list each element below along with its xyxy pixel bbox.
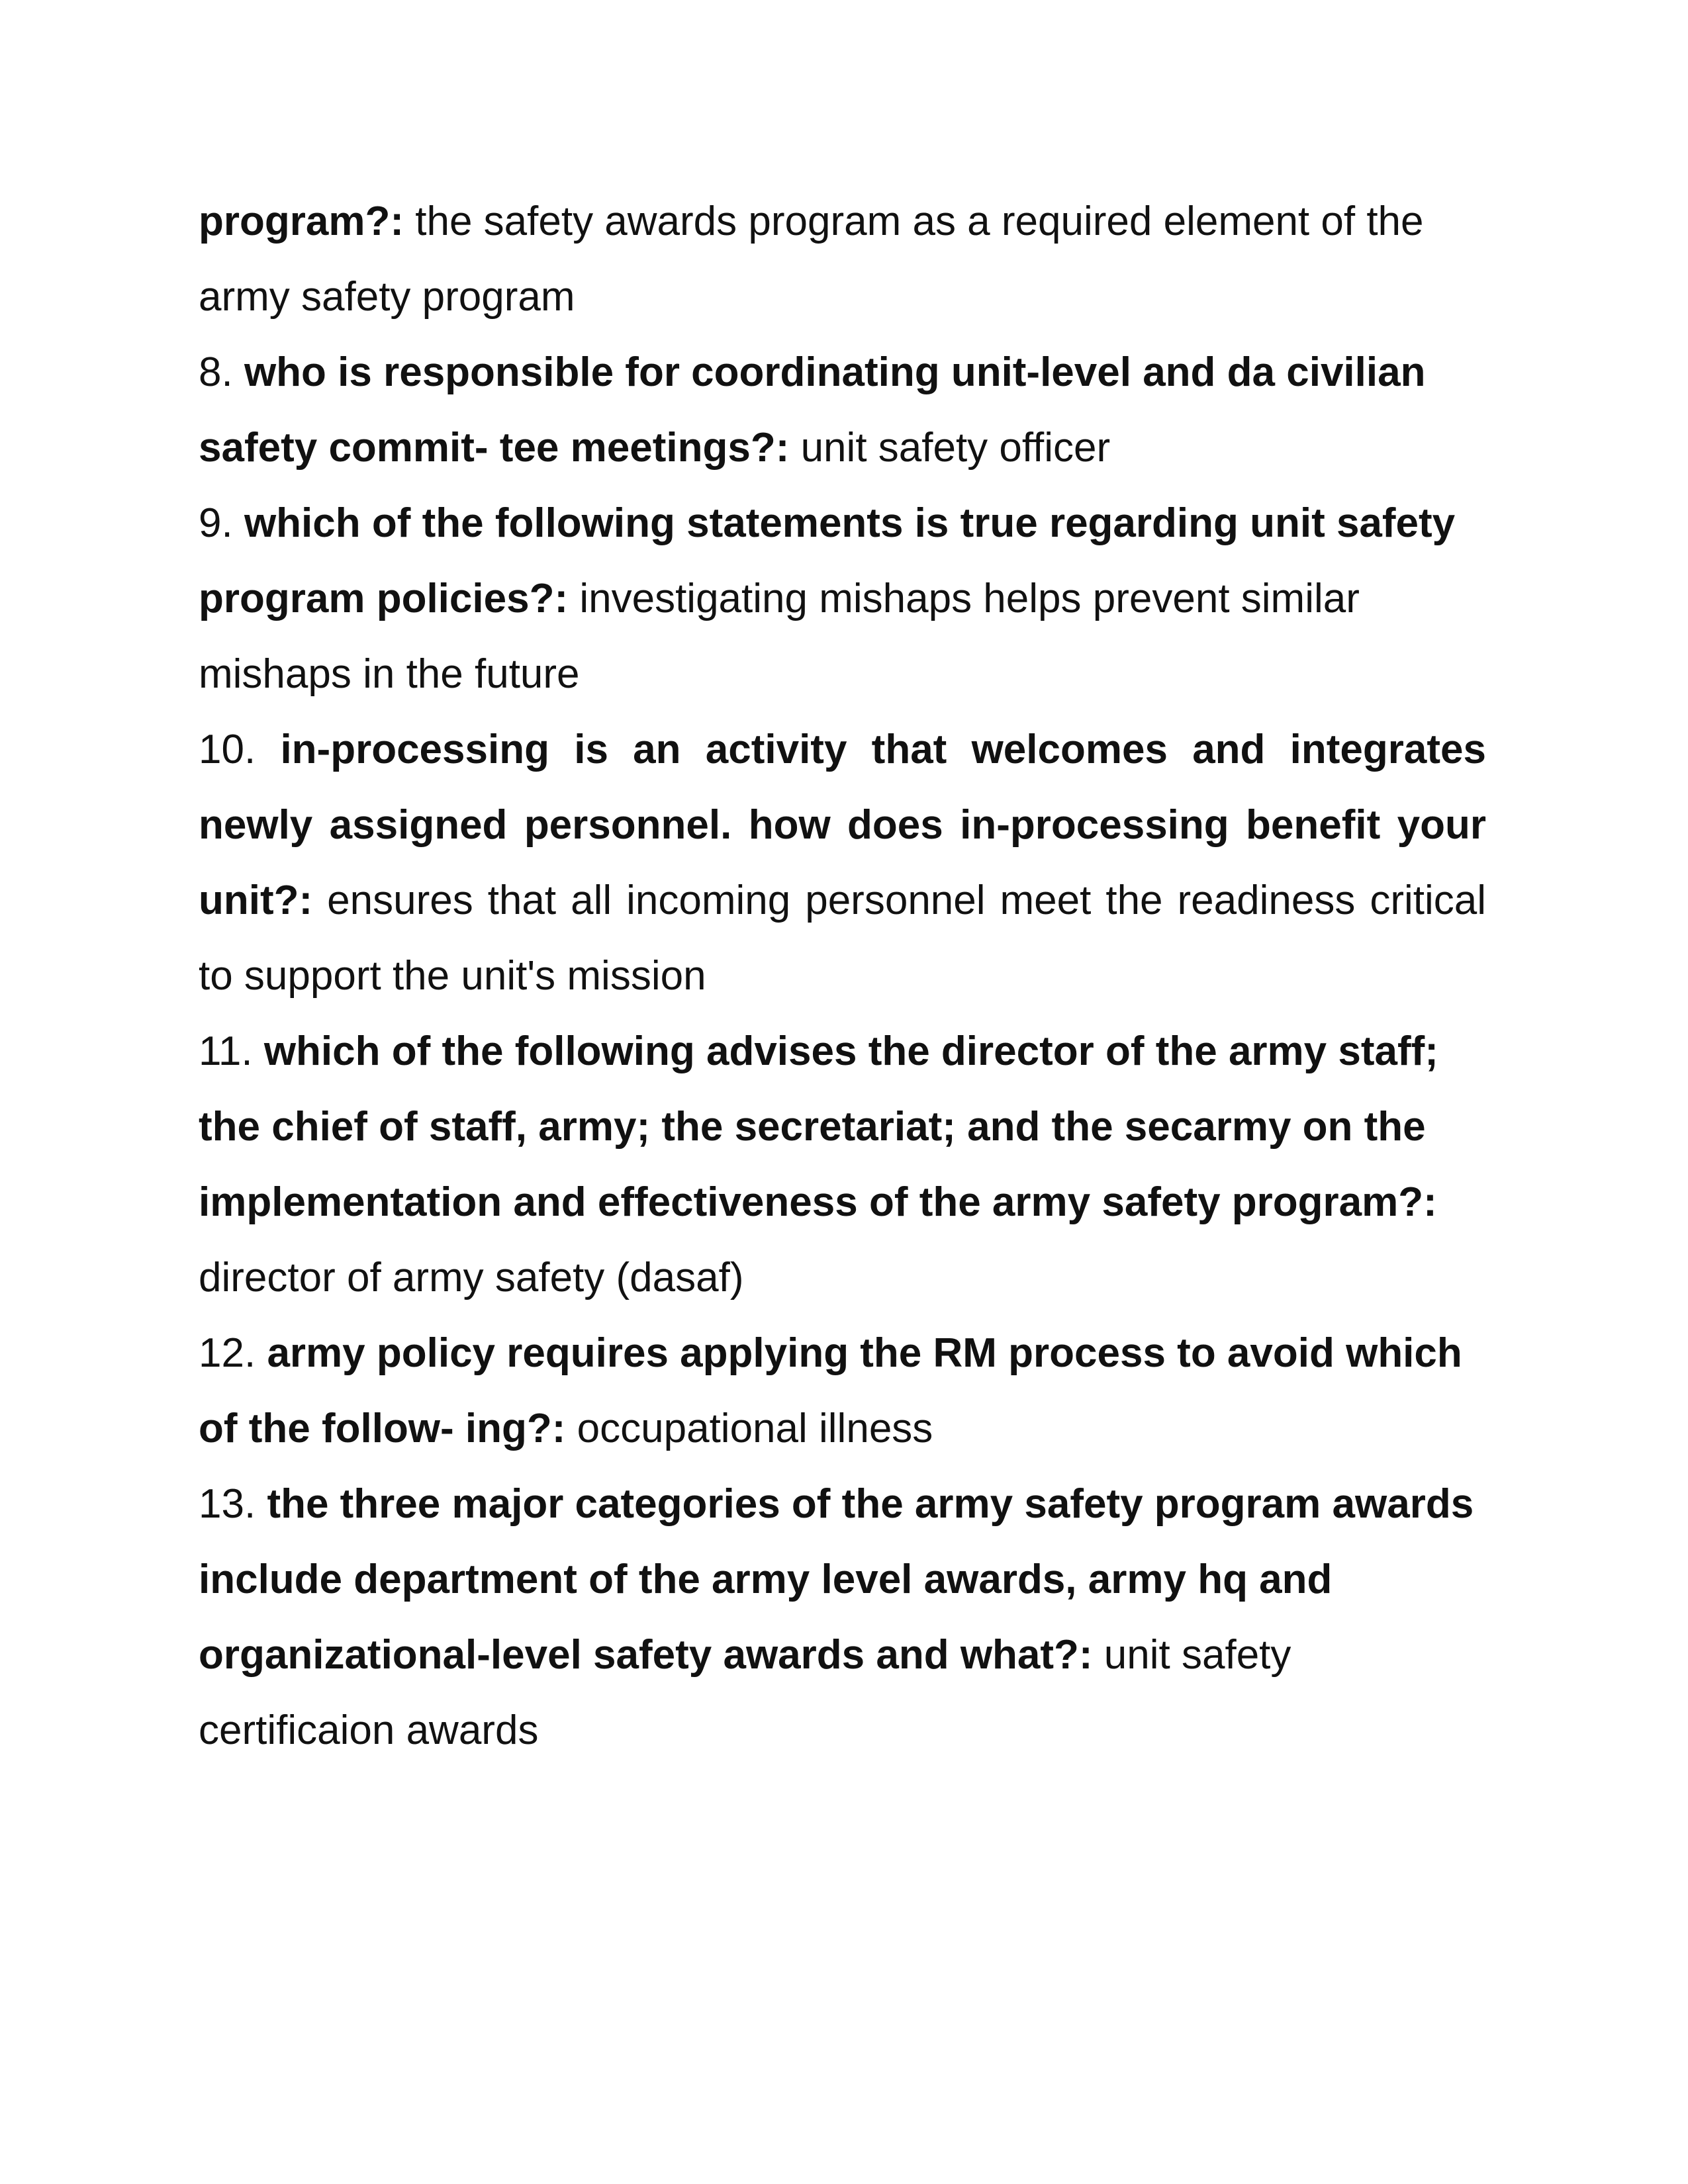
answer-text: unit safety officer [800,425,1111,471]
document-page [199,184,1486,1768]
answer-text: unit safety certificaion awards [199,1632,1291,1753]
qa-item-12 [199,1316,1486,1467]
answer-text: the safety awards program as a required element of the army safety program [199,199,1424,320]
question-text: in-processing is an activity that welcomes and integrates newly assigned personnel. how does in-processing benefit your unit?: [199,727,1486,923]
item-number: 11. [199,1028,253,1074]
item-number: 13. [199,1481,256,1527]
qa-item-13 [199,1467,1486,1768]
answer-text: investigating mishaps helps prevent similar mishaps in the future [199,576,1360,697]
question-text: the three major categories of the army safety program awards include department of the army level awards, army hq and organizational-level safety awards and what?: [199,1481,1474,1678]
qa-item-11 [199,1014,1486,1316]
qa-item-continued [199,184,1486,335]
question-text: which of the following statements is true regarding unit safety program policies?: [199,500,1456,621]
answer-text: director of army safety (dasaf) [199,1255,744,1300]
item-number: 10. [199,727,256,772]
item-number: 8. [199,349,233,395]
qa-item-9 [199,486,1486,712]
answer-text: ensures that all incoming personnel meet the readiness critical to support the unit's mission [199,878,1487,999]
answer-text: occupational illness [577,1406,933,1451]
question-text: program?: [199,199,404,244]
question-text: who is responsible for coordinating unit-level and da civilian safety commit- tee meetings?: [199,349,1426,471]
item-number: 12. [199,1330,256,1376]
qa-item-10 [199,712,1486,1014]
qa-item-8 [199,335,1486,486]
item-number: 9. [199,500,233,546]
question-text: army policy requires applying the RM process to avoid which of the follow- ing?: [199,1330,1462,1451]
question-text: which of the following advises the director of the army staff; the chief of staff, army; the secretariat; and the secarmy on the implementation and effectiveness of the army safety program?: [199,1028,1438,1225]
